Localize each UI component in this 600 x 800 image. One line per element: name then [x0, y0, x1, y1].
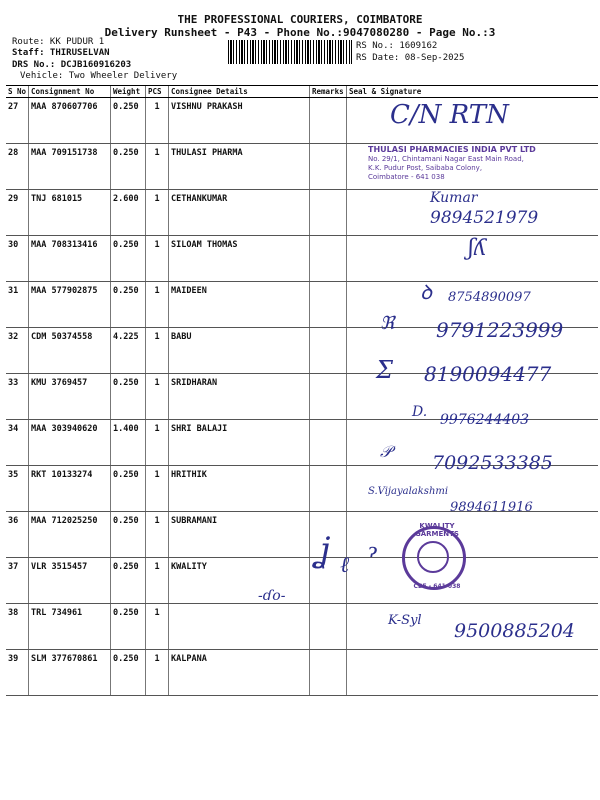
cell-sno: 37 [6, 558, 29, 604]
cell-sno: 34 [6, 420, 29, 466]
kwality-stamp-text: KWALITY GARMENTS [415, 522, 459, 538]
thulasi-stamp-line1: THULASI PHARMACIES INDIA PVT LTD [368, 145, 536, 154]
cell-consignment: MAA 712025250 [29, 512, 111, 558]
handwriting-phone-32: 9791223999 [436, 318, 564, 342]
handwriting-phone-36: 9894611916 [450, 500, 533, 515]
signature-38: -ɗo- [258, 588, 286, 604]
cell-remarks [310, 466, 347, 512]
cell-remarks [310, 282, 347, 328]
cell-consignment: TNJ 681015 [29, 190, 111, 236]
cell-remarks [310, 236, 347, 282]
cell-remarks [310, 604, 347, 650]
cell-weight: 0.250 [111, 558, 146, 604]
cell-pcs: 1 [146, 328, 169, 374]
col-pcs: PCS [146, 86, 169, 98]
route-label: Route: KK PUDUR 1 [12, 37, 105, 47]
handwriting-phone-33: 8190094477 [424, 362, 552, 386]
cell-consignee: CETHANKUMAR [169, 190, 310, 236]
thulasi-stamp-line2: No. 29/1, Chintamani Nagar East Main Road, [368, 155, 524, 163]
barcode [228, 40, 352, 64]
cell-consignment: VLR 3515457 [29, 558, 111, 604]
col-remarks: Remarks [310, 86, 347, 98]
handwriting-cn-rtn: C/N RTN [390, 100, 509, 130]
cell-consignment: KMU 3769457 [29, 374, 111, 420]
cell-weight: 1.400 [111, 420, 146, 466]
cell-remarks [310, 420, 347, 466]
signature-30: ʃʎ [468, 236, 487, 261]
cell-consignee: SILOAM THOMAS [169, 236, 310, 282]
cell-weight: 0.250 [111, 604, 146, 650]
cell-consignee [169, 604, 310, 650]
cell-signature [347, 558, 599, 604]
cell-consignment: MAA 709151738 [29, 144, 111, 190]
cell-consignee: BABU [169, 328, 310, 374]
cell-pcs: 1 [146, 98, 169, 144]
cell-remarks [310, 98, 347, 144]
cell-sno: 27 [6, 98, 29, 144]
signature-35: 𝒫 [380, 442, 392, 461]
table-row [6, 236, 598, 282]
cell-sno: 38 [6, 604, 29, 650]
cell-consignment: TRL 734961 [29, 604, 111, 650]
rs-number: RS No.: 1609162 [356, 41, 438, 51]
signature-37-b: ℓ [340, 553, 350, 578]
cell-weight: 0.250 [111, 98, 146, 144]
cell-weight: 4.225 [111, 328, 146, 374]
cell-pcs: 1 [146, 282, 169, 328]
cell-weight: 0.250 [111, 650, 146, 696]
col-details: Consignee Details [169, 86, 310, 98]
cell-consignment: RKT 10133274 [29, 466, 111, 512]
table-row [6, 558, 598, 604]
cell-pcs: 1 [146, 144, 169, 190]
table-row [6, 512, 598, 558]
cell-weight: 0.250 [111, 236, 146, 282]
cell-remarks [310, 190, 347, 236]
cell-consignment: MAA 870607706 [29, 98, 111, 144]
cell-weight: 0.250 [111, 144, 146, 190]
drs-number: DRS No.: DCJB160916203 [12, 60, 132, 70]
cell-sno: 30 [6, 236, 29, 282]
cell-remarks [310, 650, 347, 696]
col-consignment: Consignment No [29, 86, 111, 98]
cell-sno: 36 [6, 512, 29, 558]
handwriting-name-36: S.Vijayalakshmi [368, 486, 449, 497]
cell-weight: 0.250 [111, 466, 146, 512]
cell-signature [347, 650, 599, 696]
company-title: THE PROFESSIONAL COURIERS, COIMBATORE [177, 13, 423, 26]
cell-consignee: THULASI PHARMA [169, 144, 310, 190]
rs-date: RS Date: 08-Sep-2025 [356, 53, 465, 63]
cell-pcs: 1 [146, 604, 169, 650]
cell-consignee: HRITHIK [169, 466, 310, 512]
signature-39: K-Syl [388, 613, 422, 628]
cell-consignment: CDM 50374558 [29, 328, 111, 374]
cell-weight: 0.250 [111, 282, 146, 328]
cell-consignment: MAA 303940620 [29, 420, 111, 466]
runsheet-title: Delivery Runsheet - P43 - Phone No.:9047080280 - Page No.:3 [104, 26, 496, 39]
cell-sno: 35 [6, 466, 29, 512]
cell-pcs: 1 [146, 190, 169, 236]
cell-consignee: VISHNU PRAKASH [169, 98, 310, 144]
handwriting-kumar: Kumar [430, 190, 478, 206]
table-header-row [6, 86, 598, 98]
cell-remarks [310, 374, 347, 420]
cell-weight: 2.600 [111, 190, 146, 236]
cell-sno: 28 [6, 144, 29, 190]
cell-consignee: SHRI BALAJI [169, 420, 310, 466]
cell-sno: 31 [6, 282, 29, 328]
signature-31: ꝺ [420, 280, 432, 304]
handwriting-phone-31: 8754890097 [448, 290, 531, 305]
thulasi-stamp-line3: K.K. Pudur Post, Saibaba Colony, [368, 164, 483, 172]
handwriting-phone-29: 9894521979 [430, 208, 539, 228]
cell-remarks [310, 144, 347, 190]
signature-37: ʝ [318, 530, 331, 570]
cell-pcs: 1 [146, 650, 169, 696]
thulasi-stamp [368, 145, 536, 182]
staff-label: Staff: THIRUSELVAN [12, 48, 110, 58]
cell-pcs: 1 [146, 466, 169, 512]
cell-sno: 33 [6, 374, 29, 420]
cell-pcs: 1 [146, 420, 169, 466]
cell-consignee: KALPANA [169, 650, 310, 696]
cell-pcs: 1 [146, 374, 169, 420]
table-row [6, 98, 598, 144]
cell-consignee: MAIDEEN [169, 282, 310, 328]
handwriting-phone-35: 7092533385 [432, 452, 553, 474]
signature-33: Σ [376, 356, 393, 384]
kwality-stamp-center [417, 541, 449, 573]
cell-remarks [310, 328, 347, 374]
signature-37-c: ɂ [368, 538, 378, 562]
cell-consignee: SRIDHARAN [169, 374, 310, 420]
handwriting-phone-39: 9500885204 [454, 620, 575, 642]
cell-sno: 39 [6, 650, 29, 696]
cell-consignment: MAA 708313416 [29, 236, 111, 282]
cell-sno: 32 [6, 328, 29, 374]
cell-sno: 29 [6, 190, 29, 236]
handwriting-phone-34: 9976244403 [440, 412, 530, 428]
thulasi-stamp-line4: Coimbatore - 641 038 [368, 173, 445, 181]
signature-32: ℜ [380, 313, 395, 334]
cell-consignment: SLM 377670861 [29, 650, 111, 696]
signature-34: D. [412, 404, 428, 420]
cell-pcs: 1 [146, 512, 169, 558]
col-sno: S No [6, 86, 29, 98]
kwality-stamp [402, 522, 466, 590]
cell-weight: 0.250 [111, 374, 146, 420]
cell-weight: 0.250 [111, 512, 146, 558]
col-seal-signature: Seal & Signature [347, 86, 599, 98]
cell-pcs: 1 [146, 558, 169, 604]
vehicle-label: Vehicle: Two Wheeler Delivery [20, 71, 178, 81]
cell-consignee: SUBRAMANI [169, 512, 310, 558]
kwality-stamp-city: CBE - 641 038 [413, 583, 461, 590]
cell-consignment: MAA 577902875 [29, 282, 111, 328]
cell-consignee: KWALITY [169, 558, 310, 604]
col-weight: Weight [111, 86, 146, 98]
cell-pcs: 1 [146, 236, 169, 282]
table-row [6, 650, 598, 696]
